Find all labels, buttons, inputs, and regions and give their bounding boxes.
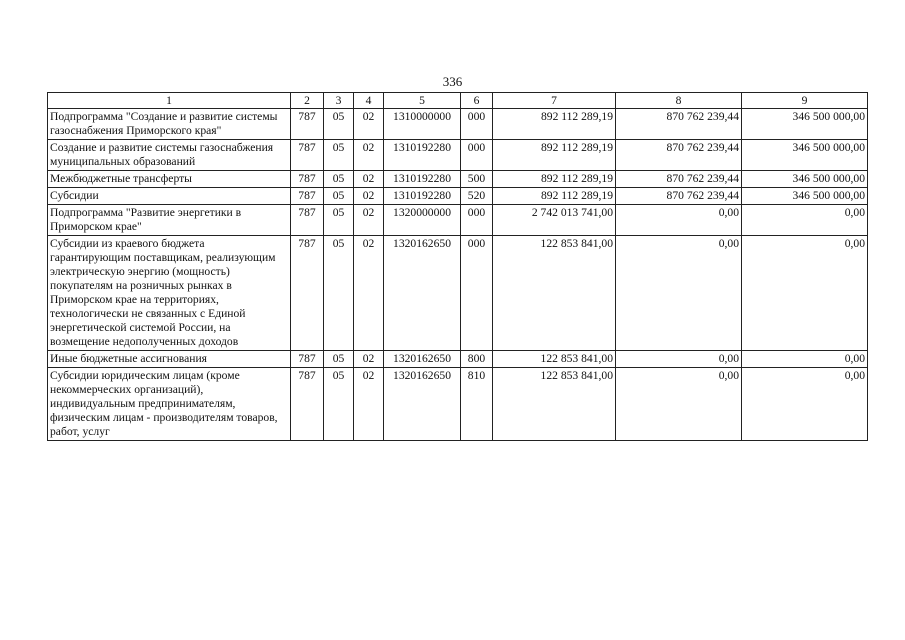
row-name: Подпрограмма "Создание и развитие системы газоснабжения Приморского края" [48, 109, 291, 140]
column-header: 1 [48, 93, 291, 109]
table-row [48, 368, 868, 441]
cell-col8: 0,00 [616, 205, 742, 236]
row-name: Субсидии юридическим лицам (кроме некоммерческих организаций), индивидуальным предпринимателям, физическим лицам - производителям товаров, работ, услуг [48, 368, 291, 441]
cell-col9: 346 500 000,00 [742, 188, 868, 205]
cell-col4: 02 [354, 188, 384, 205]
cell-col5: 1320000000 [384, 205, 461, 236]
budget-table [47, 92, 868, 441]
cell-col4: 02 [354, 236, 384, 351]
page-number: 336 [442, 74, 463, 89]
row-name: Межбюджетные трансферты [48, 171, 291, 188]
cell-col7: 2 742 013 741,00 [493, 205, 616, 236]
row-name: Создание и развитие системы газоснабжения муниципальных образований [48, 140, 291, 171]
cell-col6: 000 [461, 205, 493, 236]
cell-col2: 787 [291, 140, 324, 171]
cell-col2: 787 [291, 351, 324, 368]
column-header: 9 [742, 93, 868, 109]
cell-col8: 0,00 [616, 351, 742, 368]
cell-col8: 0,00 [616, 368, 742, 441]
cell-col5: 1320162650 [384, 351, 461, 368]
cell-col5: 1310192280 [384, 140, 461, 171]
cell-col6: 000 [461, 236, 493, 351]
row-name: Субсидии из краевого бюджета гарантирующим поставщикам, реализующим электрическую энергию (мощность) покупателям на розничных рынках в Приморском крае на территориях, технологически не связанных с Единой энергетической системой России, на возмещение недополученных доходов [48, 236, 291, 351]
row-name: Субсидии [48, 188, 291, 205]
cell-col7: 122 853 841,00 [493, 351, 616, 368]
cell-col5: 1310192280 [384, 188, 461, 205]
column-header: 2 [291, 93, 324, 109]
table-row [48, 171, 868, 188]
cell-col4: 02 [354, 351, 384, 368]
cell-col4: 02 [354, 140, 384, 171]
cell-col9: 0,00 [742, 368, 868, 441]
cell-col3: 05 [324, 351, 354, 368]
column-header: 8 [616, 93, 742, 109]
cell-col7: 892 112 289,19 [493, 171, 616, 188]
cell-col5: 1320162650 [384, 236, 461, 351]
cell-col3: 05 [324, 109, 354, 140]
cell-col6: 000 [461, 140, 493, 171]
cell-col6: 000 [461, 109, 493, 140]
row-name: Подпрограмма "Развитие энергетики в Приморском крае" [48, 205, 291, 236]
cell-col3: 05 [324, 171, 354, 188]
cell-col7: 122 853 841,00 [493, 368, 616, 441]
cell-col8: 870 762 239,44 [616, 109, 742, 140]
cell-col4: 02 [354, 171, 384, 188]
cell-col8: 870 762 239,44 [616, 140, 742, 171]
cell-col7: 892 112 289,19 [493, 188, 616, 205]
cell-col3: 05 [324, 140, 354, 171]
cell-col3: 05 [324, 236, 354, 351]
cell-col8: 870 762 239,44 [616, 171, 742, 188]
column-header: 4 [354, 93, 384, 109]
table-row [48, 188, 868, 205]
table-row [48, 205, 868, 236]
cell-col4: 02 [354, 109, 384, 140]
column-header: 5 [384, 93, 461, 109]
cell-col4: 02 [354, 368, 384, 441]
column-header: 3 [324, 93, 354, 109]
table-row [48, 140, 868, 171]
cell-col9: 0,00 [742, 205, 868, 236]
cell-col3: 05 [324, 205, 354, 236]
column-header: 7 [493, 93, 616, 109]
cell-col7: 892 112 289,19 [493, 109, 616, 140]
cell-col6: 800 [461, 351, 493, 368]
cell-col6: 520 [461, 188, 493, 205]
cell-col5: 1310192280 [384, 171, 461, 188]
table-row [48, 236, 868, 351]
cell-col6: 810 [461, 368, 493, 441]
cell-col2: 787 [291, 171, 324, 188]
cell-col9: 346 500 000,00 [742, 109, 868, 140]
header-row [48, 93, 868, 109]
cell-col9: 0,00 [742, 236, 868, 351]
cell-col7: 122 853 841,00 [493, 236, 616, 351]
cell-col2: 787 [291, 236, 324, 351]
cell-col9: 0,00 [742, 351, 868, 368]
table-row [48, 351, 868, 368]
cell-col2: 787 [291, 205, 324, 236]
cell-col2: 787 [291, 188, 324, 205]
cell-col5: 1310000000 [384, 109, 461, 140]
cell-col7: 892 112 289,19 [493, 140, 616, 171]
cell-col8: 0,00 [616, 236, 742, 351]
cell-col5: 1320162650 [384, 368, 461, 441]
column-header: 6 [461, 93, 493, 109]
cell-col8: 870 762 239,44 [616, 188, 742, 205]
cell-col9: 346 500 000,00 [742, 171, 868, 188]
cell-col4: 02 [354, 205, 384, 236]
table-row [48, 109, 868, 140]
cell-col6: 500 [461, 171, 493, 188]
cell-col9: 346 500 000,00 [742, 140, 868, 171]
row-name: Иные бюджетные ассигнования [48, 351, 291, 368]
cell-col2: 787 [291, 109, 324, 140]
cell-col3: 05 [324, 188, 354, 205]
cell-col3: 05 [324, 368, 354, 441]
cell-col2: 787 [291, 368, 324, 441]
